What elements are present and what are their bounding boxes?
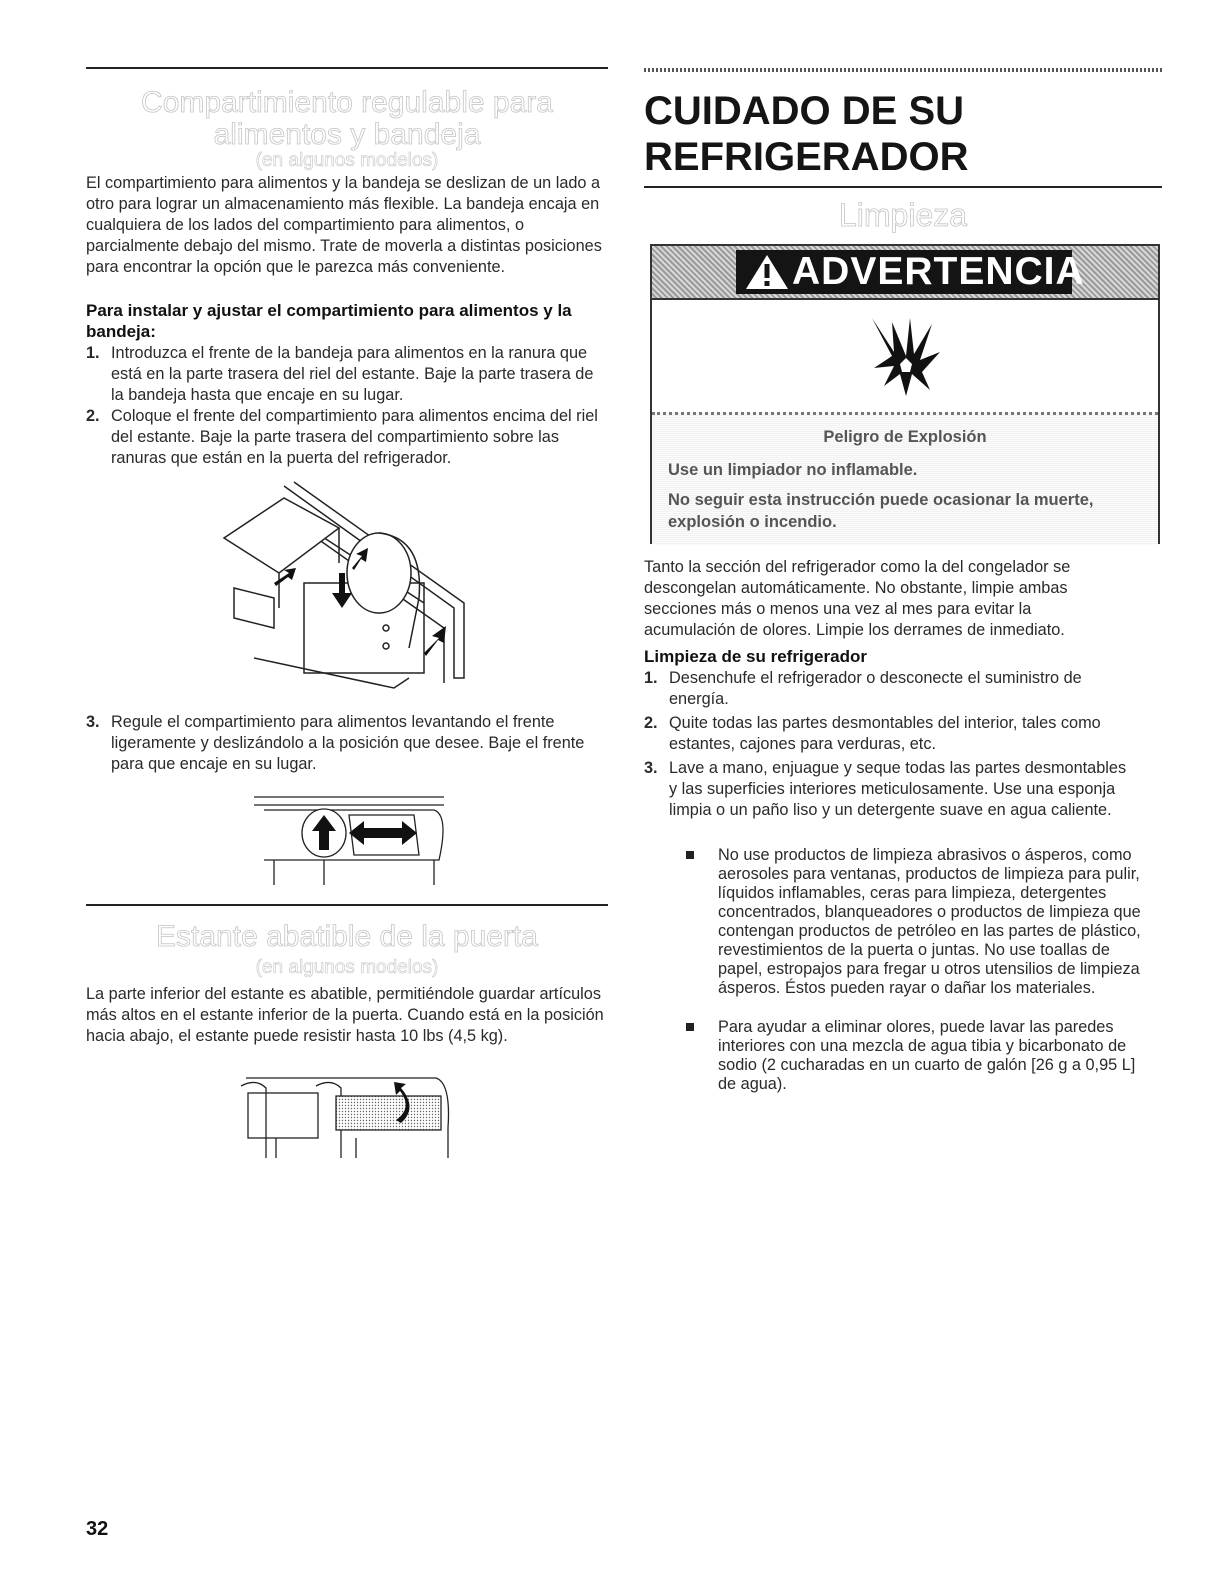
bullet-text: Para ayudar a eliminar olores, puede lavar las paredes interiores con una mezcla de agua tibia y bicarbonato de sodio (2 cucharadas en un cuarto de galón [26 g a 0,95 L] de agua).: [718, 1018, 1136, 1093]
step-item: [86, 406, 608, 472]
section-subtitle: (en algunos modelos): [255, 957, 439, 978]
step-text: Lave a mano, enjuague y seque todas las partes desmontables y las superficies interiores meticulosamente. Use una esponja limpia o un paño liso y un detergente suave en agua caliente.: [669, 759, 1127, 819]
section-title: Estante abatible de la puerta: [156, 920, 538, 953]
warning-banner: [652, 246, 1158, 298]
section-divider: [86, 904, 608, 906]
step-text: Quite todas las partes desmontables del interior, tales como estantes, cajones para verduras, etc.: [669, 714, 1101, 753]
page-title: [644, 88, 1162, 180]
warning-instruction: Use un limpiador no inflamable.: [668, 461, 918, 479]
page-title-line: CUIDADO DE SU: [644, 89, 965, 133]
step-number: 2.: [86, 407, 100, 425]
warning-triangle-icon: [744, 253, 790, 291]
body-paragraph: La parte inferior del estante es abatible, permitiéndole guardar artículos más altos en el estante inferior de la puerta. Cuando está en la posición hacia abajo, el estante puede resistir hasta 10 lbs (4,5 kg).: [86, 985, 604, 1045]
intro-paragraph: El compartimiento para alimentos y la bandeja se deslizan de un lado a otro para lograr un almacenamiento más flexible. La bandeja encaja en cualquiera de los lados del compartimiento para alimentos, o parcialmente debajo del mismo. Trate de moverla a distintas posiciones para encontrar la opción que le parezca más conveniente.: [86, 174, 602, 276]
section-subtitle: (en algunos modelos): [255, 150, 439, 171]
page-title-line: REFRIGERADOR: [644, 135, 969, 179]
step-item: [644, 713, 1124, 757]
hazard-label: Peligro de Explosión: [823, 428, 987, 446]
top-rule-left: [86, 67, 608, 69]
section-title: alimentos y bandeja: [213, 118, 481, 151]
step-text: Desenchufe el refrigerador o desconecte el suministro de energía.: [669, 669, 1082, 708]
step-item: [86, 343, 608, 409]
step-item: [644, 668, 1124, 712]
warning-text-area: [652, 412, 1158, 545]
step-text: Coloque el frente del compartimiento para alimentos encima del riel del estante. Baje la parte trasera del compartimiento sobre las ranuras que están en la puerta del refrigerador.: [111, 407, 598, 467]
warning-consequence: No seguir esta instrucción puede ocasionar la muerte,: [668, 491, 1094, 509]
bullet-text: No use productos de limpieza abrasivos o ásperos, como aerosoles para ventanas, productos de limpieza para pulir, líquidos inflamables, ceras para limpieza, detergentes concentrados, blanqueadores o productos de limpieza que contengan productos de petróleo en las partes de plástico, revestimientos de la puerta o juntas. No use toallas de papel, estropajos para fregar u otros utensilios de limpieza ásperos. Éstos pueden rayar o dañar los materiales.: [718, 846, 1141, 997]
warning-consequence: explosión o incendio.: [668, 513, 837, 531]
food-compartment-illustration: [214, 478, 474, 693]
intro-paragraph: Tanto la sección del refrigerador como la del congelador se descongelan automáticamente. No obstante, limpie ambas secciones más o menos una vez al mes para evitar la acumulación de olores. Limpie los derrames de inmediato.: [644, 558, 1071, 639]
step-number: 1.: [644, 669, 658, 687]
warning-signal-word: [736, 250, 1085, 294]
bullet-square-icon: [686, 851, 694, 859]
section-title: Compartimiento regulable para: [141, 86, 553, 119]
warning-icon-area: [652, 298, 1158, 414]
instruction-heading: Limpieza de su refrigerador: [644, 647, 867, 666]
top-rule-right: [644, 68, 1162, 72]
step-number: 1.: [86, 344, 100, 362]
title-divider: [644, 186, 1162, 188]
instruction-heading: Para instalar y ajustar el compartimiento para alimentos y la bandeja:: [86, 301, 572, 341]
warning-box: [650, 244, 1160, 544]
page-number: 32: [86, 1518, 109, 1540]
step-text: Introduzca el frente de la bandeja para alimentos en la ranura que está en la parte trasera del riel del estante. Baje la parte trasera de la bandeja hasta que encaje en su lugar.: [111, 344, 594, 404]
step-number: 2.: [644, 714, 658, 732]
warning-signal-text: ADVERTENCIA: [792, 250, 1085, 293]
step-text: Regule el compartimiento para alimentos levantando el frente ligeramente y deslizándolo a la posición que desee. Baje el frente para que encaje en su lugar.: [111, 713, 585, 773]
explosion-icon: [870, 312, 942, 398]
step-number: 3.: [86, 713, 100, 731]
bullet-square-icon: [686, 1023, 694, 1031]
list-item: [686, 1018, 1156, 1098]
step-item: [86, 712, 608, 778]
section-title: Limpieza: [838, 197, 968, 233]
flip-shelf-illustration: [236, 1068, 461, 1160]
step-item: [644, 758, 1134, 846]
compartment-slide-illustration: [254, 785, 454, 890]
step-number: 3.: [644, 759, 658, 777]
list-item: [686, 846, 1156, 1016]
